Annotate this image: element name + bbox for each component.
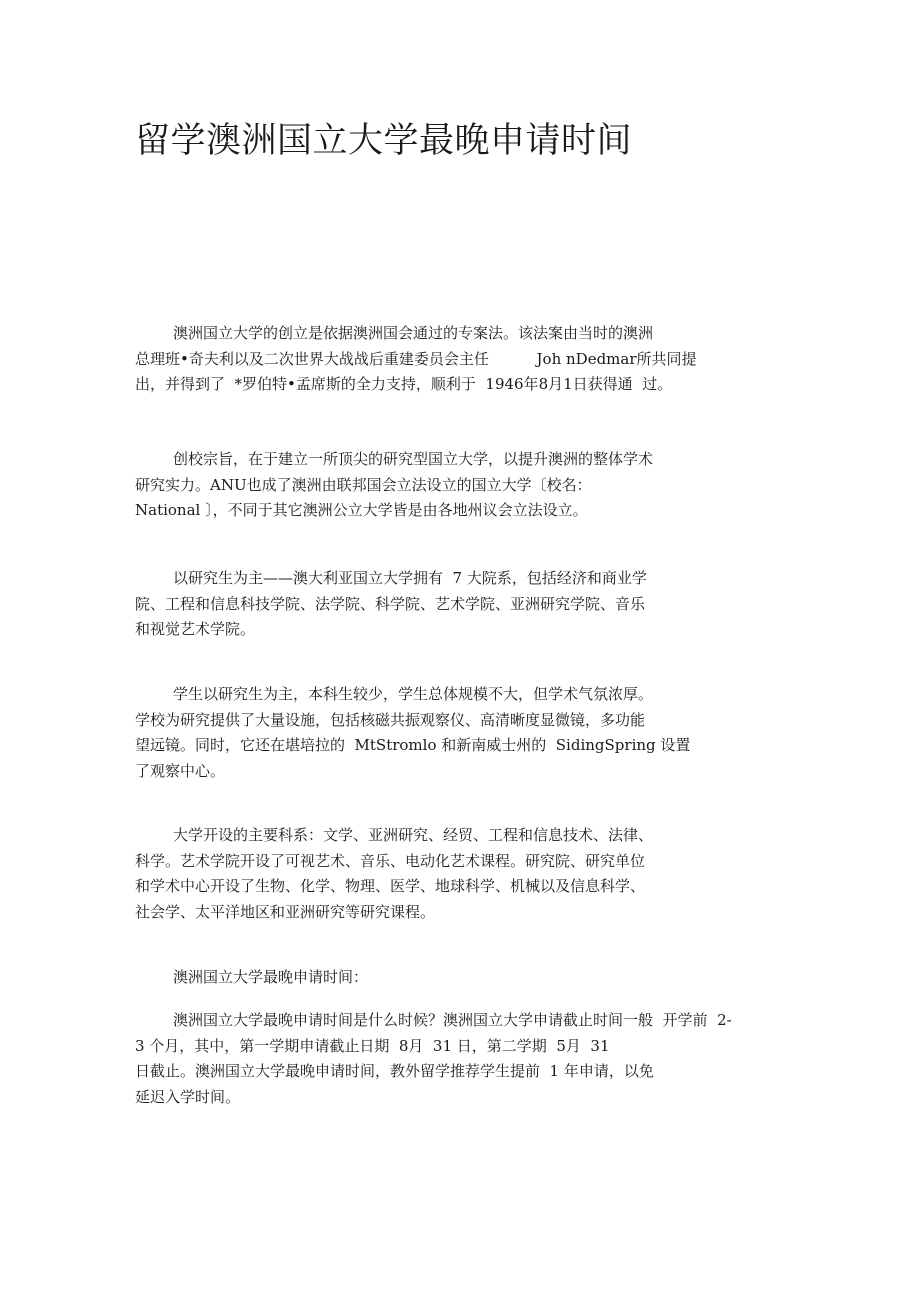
- paragraph-line: 澳洲国立大学最晚申请时间是什么时候？澳洲国立大学申请截止时间一般 开学前 2-: [173, 1011, 732, 1029]
- paragraph-line: 以研究生为主——澳大利亚国立大学拥有 7 大院系，包括经济和商业学: [173, 569, 647, 587]
- paragraph-line: 和视觉艺术学院。: [135, 620, 256, 638]
- paragraph-mission: [135, 447, 653, 524]
- paragraph-line: National 〕，不同于其它澳洲公立大学皆是由各地州议会立法设立。: [135, 501, 588, 519]
- paragraph-line: 学校为研究提供了大量设施，包括核磁共振观察仪、高清晰度显微镜，多功能: [135, 710, 646, 729]
- paragraph-line: 望远镜。同时，它还在堪培拉的 MtStromlo 和新南威士州的 SidingSpring 设置: [135, 736, 691, 754]
- paragraph-line: 总理班•奇夫利以及二次世界大战战后重建委员会主任 Joh nDedmar所共同提: [135, 349, 697, 368]
- paragraph-departments: [135, 823, 653, 925]
- paragraph-line: 院、工程和信息科技学院、法学院、科学院、艺术学院、亚洲研究学院、音乐: [135, 594, 646, 613]
- paragraph-line: 日截止。澳洲国立大学最晚申请时间，教外留学推荐学生提前 1 年申请，以免: [135, 1062, 654, 1080]
- paragraph-line: 创校宗旨，在于建立一所顶尖的研究型国立大学，以提升澳洲的整体学术: [173, 450, 654, 468]
- paragraph-line: 社会学、太平洋地区和亚洲研究等研究课程。: [135, 902, 436, 921]
- paragraph-line: 延迟入学时间。: [135, 1087, 241, 1106]
- paragraph-colleges: [135, 566, 647, 643]
- paragraph-line: 大学开设的主要科系：文学、亚洲研究、经贸、工程和信息技术、法律、: [173, 826, 654, 844]
- paragraph-line: 3 个月，其中，第一学期申请截止日期 8月 31 日，第二学期 5月 31: [135, 1036, 610, 1055]
- paragraph-founding: [135, 321, 697, 398]
- paragraph-line: 科学。艺术学院开设了可视艺术、音乐、电动化艺术课程。研究院、研究单位: [135, 851, 646, 870]
- paragraph-line: 澳洲国立大学最晚申请时间：: [173, 968, 369, 986]
- paragraph-deadline: [135, 1008, 732, 1110]
- paragraph-line: 出，并得到了 *罗伯特•孟席斯的全力支持，顺利于 1946年8月1日获得通 过。: [135, 375, 673, 393]
- paragraph-line: 学生以研究生为主，本科生较少，学生总体规模不大，但学术气氛浓厚。: [173, 685, 654, 703]
- section-heading-deadline: [135, 965, 368, 991]
- paragraph-line: 和学术中心开设了生物、化学、物理、医学、地球科学、机械以及信息科学、: [135, 877, 646, 895]
- paragraph-facilities: [135, 682, 690, 784]
- paragraph-line: 了观察中心。: [135, 761, 226, 780]
- page-title: 留学澳洲国立大学最晚申请时间: [135, 121, 633, 161]
- paragraph-line: 研究实力。ANU也成了澳洲由联邦国会立法设立的国立大学〔校名：: [135, 475, 592, 494]
- paragraph-line: 澳洲国立大学的创立是依据澳洲国会通过的专案法。该法案由当时的澳洲: [173, 324, 654, 342]
